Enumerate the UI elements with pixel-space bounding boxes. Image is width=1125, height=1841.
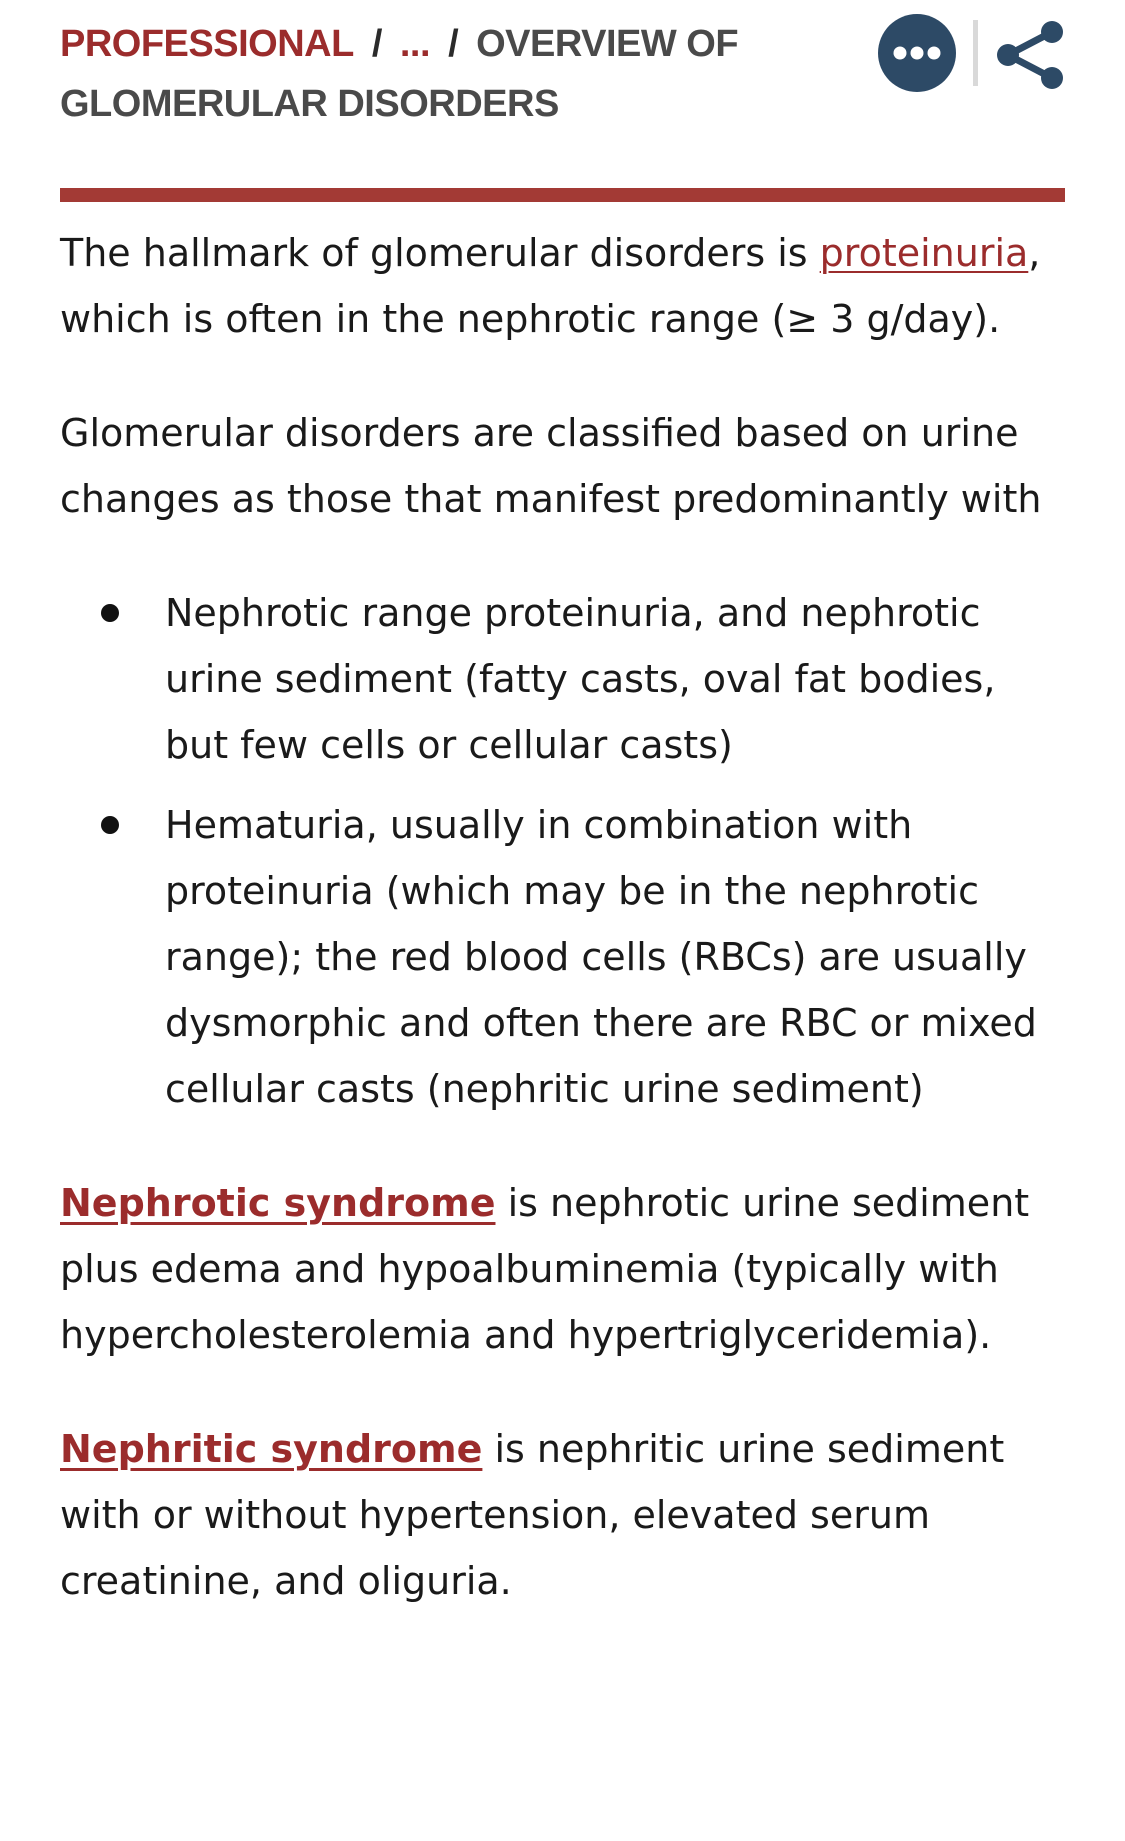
article-content [60,220,1070,1662]
share-icon [990,18,1070,92]
nephrotic-paragraph [60,1170,1070,1368]
breadcrumb [60,14,780,134]
list-item [165,792,1070,1122]
nephritic-text: is nephritic urine sediment with or without hypertension, elevated serum creatinine, and oliguria. [60,1427,1005,1603]
breadcrumb-root-link[interactable]: PROFESSIONAL [60,23,354,65]
list-item-text: Hematuria, usually in combination with proteinuria (which may be in the nephrotic range); the red blood cells (RBCs) are usually dysmorphic and often there are RBC or mixed cellular casts (nephritic urine sediment) [165,803,1037,1111]
classification-list [60,580,1070,1122]
list-item-text: Nephrotic range proteinuria, and nephrotic urine sediment (fatty casts, oval fat bodies, but few cells or cellular casts) [165,591,996,767]
breadcrumb-current: OVERVIEW OF GLOMERULAR DISORDERS [60,23,739,125]
bullet-icon [101,816,119,834]
list-item [165,580,1070,778]
proteinuria-link[interactable]: proteinuria [819,231,1029,275]
section-divider-rule [60,188,1065,202]
classification-paragraph: Glomerular disorders are classified based on urine changes as those that manifest predominantly with [60,411,1042,521]
breadcrumb-separator: / [371,23,382,65]
more-options-button[interactable] [878,14,956,92]
header-divider [973,20,978,86]
share-button[interactable] [990,18,1070,92]
more-horizontal-icon [892,45,942,61]
intro-paragraph [60,220,1070,352]
nephrotic-text: is nephrotic urine sediment plus edema and hypoalbuminemia (typically with hypercholesterolemia and hypertriglyceridemia). [60,1181,1030,1357]
nephritic-syndrome-link[interactable]: Nephritic syndrome [60,1427,483,1471]
intro-text-after: , which is often in the nephrotic range (≥ 3 g/day). [60,231,1041,341]
intro-text-before: The hallmark of glomerular disorders is [60,231,820,275]
page-header [60,14,1065,134]
bullet-icon [101,604,119,622]
nephritic-paragraph [60,1416,1070,1614]
breadcrumb-ellipsis-link[interactable]: ... [399,23,431,65]
nephrotic-syndrome-link[interactable]: Nephrotic syndrome [60,1181,496,1225]
breadcrumb-separator: / [448,23,459,65]
